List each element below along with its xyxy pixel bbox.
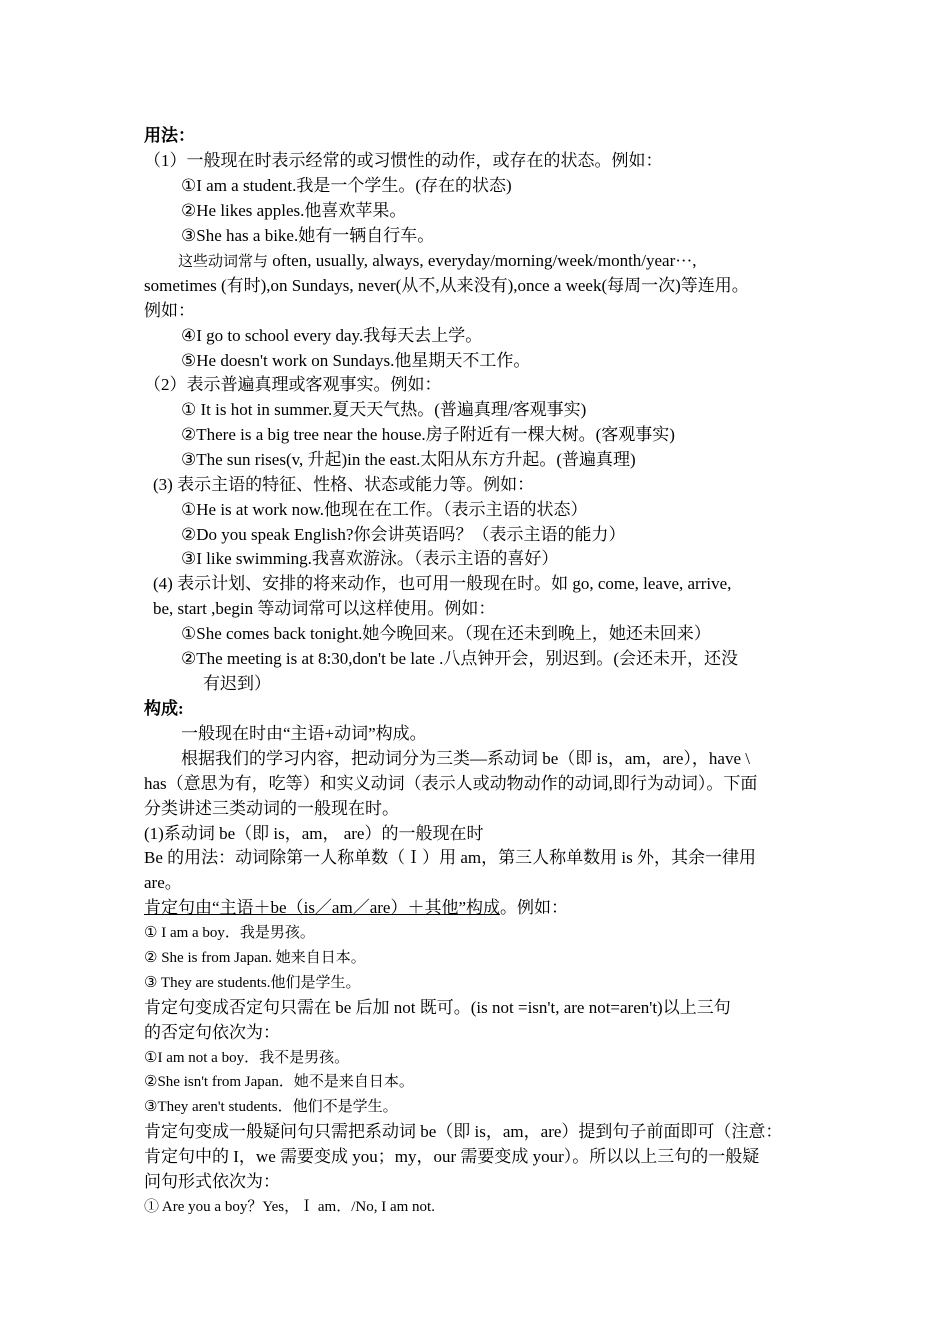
underlined-rule: 肯定句由“主语＋be（is／am／are）＋其他”构成 [144,898,500,917]
section-title: (1)系动词 be（即 is，am， are）的一般现在时 [144,824,484,843]
example-line: ①He is at work now.他现在在工作。（表示主语的状态） [181,500,588,519]
body-line: 分类讲述三类动词的一般现在时。 [144,799,399,818]
example-line: ③I like swimming.我喜欢游泳。（表示主语的喜好） [181,549,559,568]
body-line: has（意思为有，吃等）和实义动词（表示人或动物动作的动词,即行为动词）。下面 [144,774,758,793]
body-line: are。 [144,873,182,892]
example-line: ⑤He doesn't work on Sundays.他星期天不工作。 [181,351,531,370]
body-line: 肯定句由“主语＋be（is／am／are）＋其他”构成。例如： [144,898,568,917]
heading-structure: 构成: [144,699,184,718]
example-line: ②She isn't from Japan．她不是来自日本。 [144,1074,414,1090]
example-line: ②He likes apples.他喜欢苹果。 [181,201,407,220]
body-line: 的否定句依次为： [144,1023,280,1042]
body-line: 肯定句中的 I，we 需要变成 you；my，our 需要变成 your）。所以以上三句的一般疑 [144,1147,760,1166]
usage-3-title: (3) 表示主语的特征、性格、状态或能力等。例如： [153,475,535,494]
example-line: ② She is from Japan. 她来自日本。 [144,950,366,966]
example-line: ③She has a bike.她有一辆自行车。 [181,226,435,245]
heading-usage: 用法： [144,126,195,145]
example-line: ②There is a big tree near the house.房子附近有一棵大树。(客观事实) [181,425,675,444]
word-list-text: often, usually, always, everyday/morning/week/month/year···, [268,251,697,270]
example-line: ① I am a boy．我是男孩。 [144,925,315,941]
body-line: 问句形式依次为： [144,1172,280,1191]
body-line: 一般现在时由“主语+动词”构成。 [181,724,427,743]
example-line: ④I go to school every day.我每天去上学。 [181,326,483,345]
example-line: ① Are you a boy？Yes，Ｉ am．/No, I am not. [144,1199,435,1215]
example-line: ②The meeting is at 8:30,don't be late .八点钟开会，别迟到。(会还未开，还没 [181,649,739,668]
usage-1-title: （1）一般现在时表示经常的或习惯性的动作，或存在的状态。例如： [144,151,663,170]
example-line: 有迟到） [203,674,271,693]
body-line: 根据我们的学习内容，把动词分为三类—系动词 be（即 is，am，are），have \ [181,749,750,768]
body-line: 例如： [144,301,195,320]
lead-in-text: 这些动词常与 [178,254,269,270]
example-line: ①She comes back tonight.她今晚回来。（现在还未到晚上，她还未回来） [181,624,711,643]
example-line: ③ They are students.他们是学生。 [144,975,361,991]
body-line: Be 的用法：动词除第一人称单数（Ｉ）用 am，第三人称单数用 is 外，其余一律用 [144,848,756,867]
example-line: ①I am a student.我是一个学生。(存在的状态) [181,176,512,195]
body-line: sometimes (有时),on Sundays, never(从不,从来没有),once a week(每周一次)等连用。 [144,276,749,295]
example-line: ③The sun rises(v, 升起)in the east.太阳从东方升起。(普遍真理) [181,450,636,469]
body-line [178,249,697,274]
body-line: be, start ,begin 等动词常可以这样使用。例如： [153,599,496,618]
body-line: 肯定句变成否定句只需在 be 后加 not 既可。(is not =isn't, are not=aren't)以上三句 [144,998,731,1017]
usage-4-title: (4) 表示计划、安排的将来动作，也可用一般现在时。如 go, come, leave, arrive, [153,574,732,593]
example-line: ②Do you speak English?你会讲英语吗？（表示主语的能力） [181,525,626,544]
usage-2-title: （2）表示普遍真理或客观事实。例如： [144,375,442,394]
example-line: ③They aren't students．他们不是学生。 [144,1099,398,1115]
example-line: ① It is hot in summer.夏天天气热。(普遍真理/客观事实) [181,400,587,419]
body-line: 肯定句变成一般疑问句只需把系动词 be（即 is，am，are）提到句子前面即可（注意： [144,1122,783,1141]
example-line: ①I am not a boy．我不是男孩。 [144,1050,350,1066]
